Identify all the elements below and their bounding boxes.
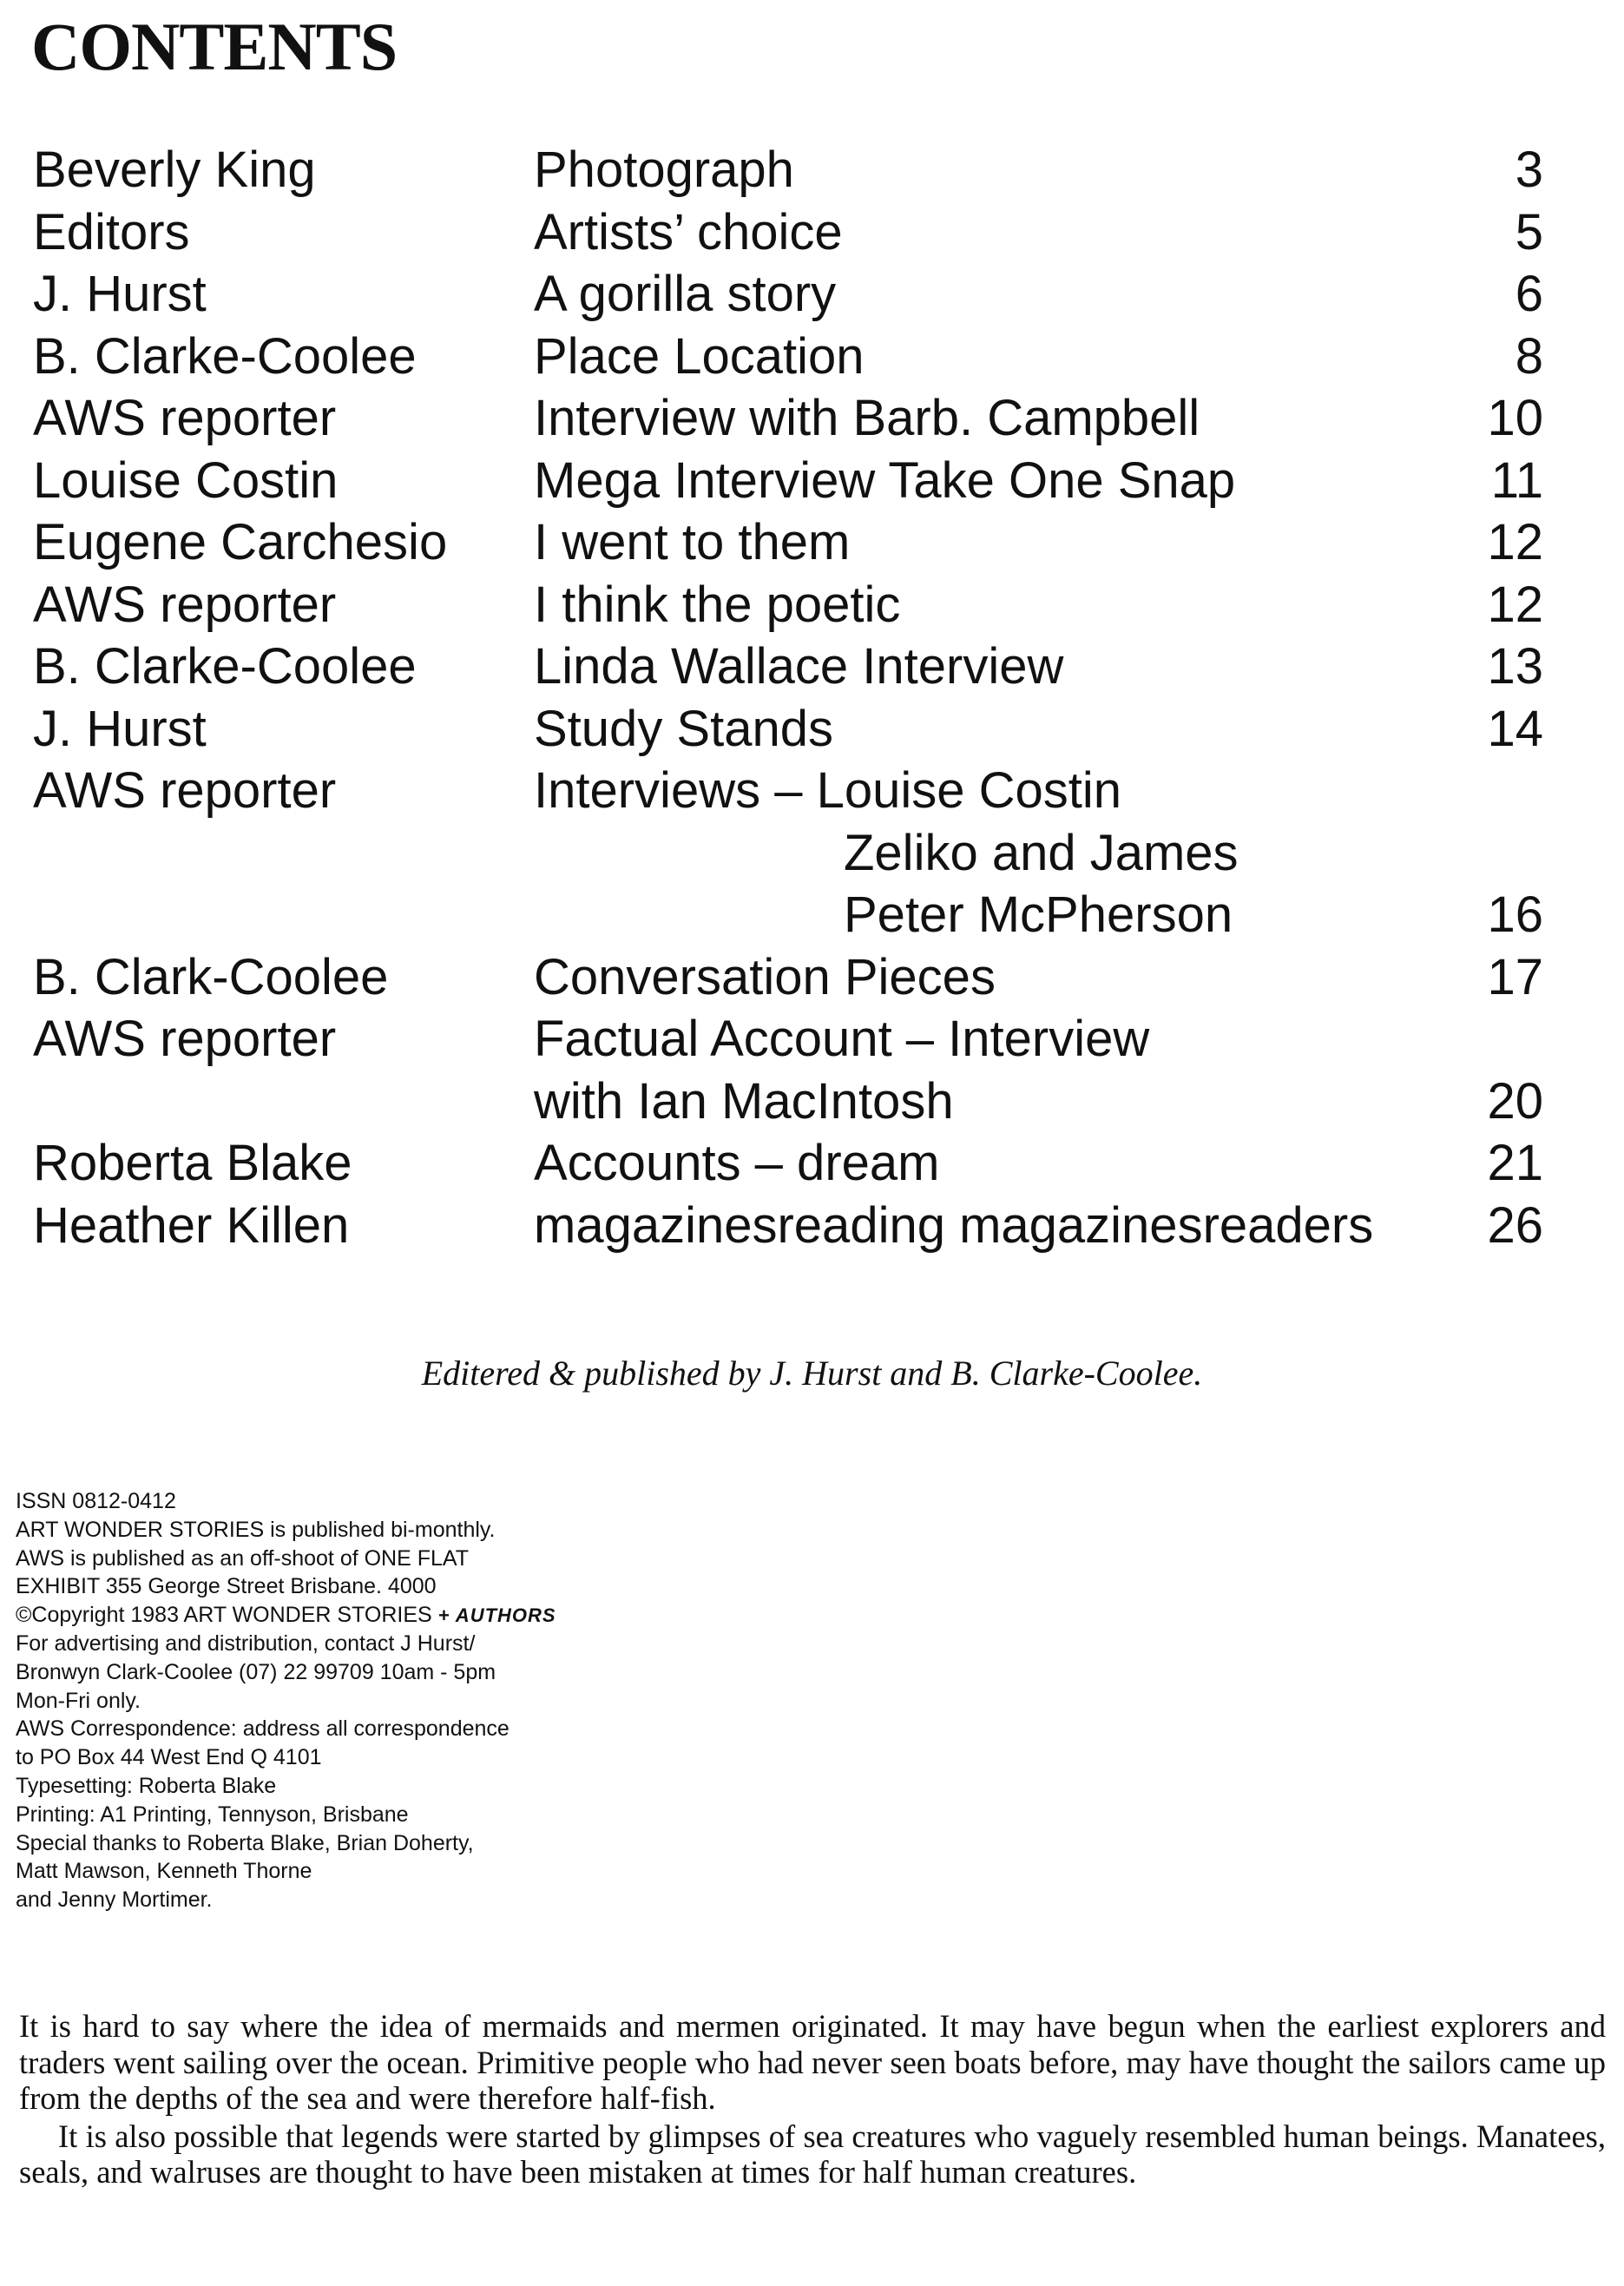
toc-title: Study Stands — [534, 700, 833, 757]
toc-page-number: 16 — [1487, 886, 1543, 943]
advertising-line: Mon-Fri only. — [16, 1688, 141, 1713]
toc-row — [33, 946, 1543, 1009]
toc-row — [33, 1195, 1543, 1257]
handwritten-annotation: + AUTHORS — [437, 1604, 556, 1627]
toc-page-number: 14 — [1487, 700, 1543, 757]
toc-row — [33, 387, 1543, 450]
toc-title: Zeliko and James — [844, 824, 1239, 881]
page-title: CONTENTS — [31, 9, 398, 84]
toc-title: Linda Wallace Interview — [534, 638, 1064, 695]
toc-title: with Ian MacIntosh — [534, 1072, 954, 1130]
paragraph: It is also possible that legends were started by glimpses of sea creatures who vaguely resembled human beings. Manatees, seals, and walruses are thought to have been mistaken at times for half human creatures. — [19, 2118, 1606, 2190]
toc-page-number: 5 — [1515, 203, 1543, 260]
toc-row — [33, 450, 1543, 512]
toc-title: Place Location — [534, 327, 865, 385]
toc-title: Interview with Barb. Campbell — [534, 390, 1200, 446]
toc-title: Factual Account – Interview — [534, 1011, 1150, 1067]
toc-title: Photograph — [534, 142, 794, 198]
address-line: EXHIBIT 355 George Street Brisbane. 4000 — [16, 1574, 437, 1599]
toc-page-number: 21 — [1487, 1135, 1543, 1191]
toc-author: B. Clarke-Coolee — [33, 638, 417, 695]
toc-author: Roberta Blake — [33, 1135, 352, 1191]
toc-row — [33, 760, 1543, 822]
toc-author: B. Clarke-Coolee — [33, 327, 417, 385]
issn-line: ISSN 0812-0412 — [16, 1489, 176, 1513]
toc-title: magazinesreading magazinesreaders — [534, 1196, 1374, 1254]
offshoot-line: AWS is published as an off-shoot of ONE FLAT — [16, 1545, 469, 1571]
toc-title: I think the poetic — [534, 576, 901, 633]
toc-title: A gorilla story — [534, 266, 837, 322]
typesetting-line: Typesetting: Roberta Blake — [16, 1773, 277, 1798]
table-of-contents — [33, 139, 1543, 1256]
toc-title: Conversation Pieces — [534, 948, 996, 1005]
toc-author: Editors — [33, 203, 190, 260]
thanks-line: and Jenny Mortimer. — [16, 1887, 213, 1913]
article-body — [19, 2008, 1606, 2190]
toc-title: I went to them — [534, 514, 851, 570]
toc-author: AWS reporter — [33, 762, 337, 819]
toc-title: Mega Interview Take One Snap — [534, 451, 1236, 509]
toc-row — [33, 574, 1543, 636]
toc-row — [33, 326, 1543, 388]
toc-author: AWS reporter — [33, 576, 337, 633]
toc-row — [33, 884, 1543, 946]
toc-row — [33, 139, 1543, 201]
toc-row — [33, 201, 1543, 264]
toc-page-number: 6 — [1515, 266, 1543, 322]
toc-row — [33, 263, 1543, 326]
toc-page-number: 13 — [1487, 638, 1543, 695]
correspondence-line: AWS Correspondence: address all correspondence — [16, 1716, 510, 1742]
toc-row — [33, 636, 1543, 698]
toc-page-number: 26 — [1487, 1196, 1543, 1254]
toc-title: Accounts – dream — [534, 1135, 940, 1191]
advertising-line: For advertising and distribution, contact J Hurst/ — [16, 1631, 476, 1656]
toc-row — [33, 1132, 1543, 1195]
toc-author: Heather Killen — [33, 1196, 350, 1254]
printing-line: Printing: A1 Printing, Tennyson, Brisbane — [16, 1802, 409, 1827]
toc-page-number: 11 — [1490, 451, 1543, 509]
toc-title: Peter McPherson — [844, 886, 1233, 943]
toc-author: AWS reporter — [33, 390, 337, 446]
toc-title: Interviews – Louise Costin — [534, 762, 1121, 819]
toc-author: Beverly King — [33, 142, 316, 198]
toc-row — [33, 1008, 1543, 1071]
thanks-line: Matt Mawson, Kenneth Thorne — [16, 1859, 312, 1884]
toc-author: AWS reporter — [33, 1011, 337, 1067]
toc-page-number: 12 — [1487, 514, 1543, 570]
copyright-line — [16, 1601, 727, 1630]
toc-row — [33, 822, 1543, 885]
copyright-text: ©Copyright 1983 ART WONDER STORIES — [16, 1603, 432, 1628]
toc-page-number: 10 — [1487, 390, 1543, 446]
thanks-line: Special thanks to Roberta Blake, Brian Doherty, — [16, 1830, 474, 1855]
frequency-line: ART WONDER STORIES is published bi-monthly. — [16, 1517, 496, 1542]
editor-credit: Editered & published by J. Hurst and B. Clarke-Coolee. — [421, 1354, 1203, 1393]
toc-title: Artists’ choice — [534, 203, 843, 260]
toc-page-number: 20 — [1487, 1072, 1543, 1130]
toc-author: J. Hurst — [33, 700, 207, 757]
toc-author: B. Clark-Coolee — [33, 948, 389, 1005]
toc-page-number: 17 — [1487, 948, 1543, 1005]
toc-row — [33, 511, 1543, 574]
toc-page-number: 8 — [1515, 327, 1543, 385]
toc-row — [33, 1071, 1543, 1133]
imprint-block — [16, 1487, 727, 1914]
toc-page-number: 3 — [1515, 142, 1543, 198]
toc-author: J. Hurst — [33, 266, 207, 322]
toc-author: Louise Costin — [33, 451, 339, 509]
paragraph: It is hard to say where the idea of mermaids and mermen originated. It may have begun when the earliest explorers and traders went sailing over the ocean. Primitive people who had never seen boats before, may have thought the sailors came up from the depths of the sea and were therefore half-fish. — [19, 2008, 1606, 2116]
toc-page-number: 12 — [1487, 576, 1543, 633]
advertising-line: Bronwyn Clark-Coolee (07) 22 99709 10am - 5pm — [16, 1659, 496, 1684]
correspondence-line: to PO Box 44 West End Q 4101 — [16, 1745, 322, 1770]
toc-author: Eugene Carchesio — [33, 514, 448, 570]
toc-row — [33, 698, 1543, 761]
